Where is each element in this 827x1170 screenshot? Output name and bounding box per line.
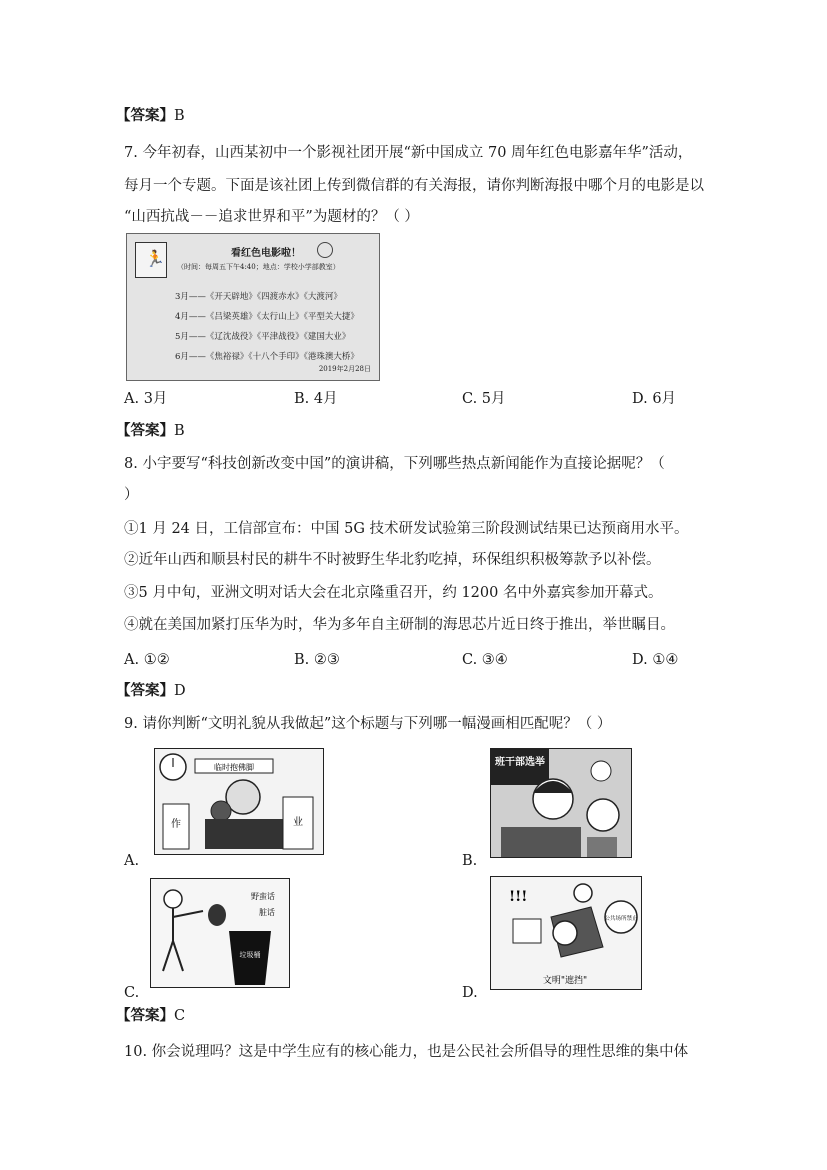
answer-value: C [174,1008,186,1024]
running-figure-icon: 🏃 [145,249,165,268]
q7-line-2: 每月一个专题。下面是该社团上传到微信群的有关海报，请你判断海报中哪个月的电影是以 [124,178,704,194]
answer-label: 【答案】 [116,1007,174,1024]
q8-line-1: 8. 小宇要写“科技创新改变中国”的演讲稿，下列哪些热点新闻能作为直接论据呢？（ [124,456,665,472]
answer-label: 【答案】 [116,422,174,439]
q9-label-d: D. [462,985,478,1001]
poster-date: 2019年2月28日 [318,365,371,373]
q9-label-b: B. [462,853,478,869]
q8-line-2: ） [124,487,139,503]
q8-option-d: D. ①④ [632,652,679,668]
q8-statement-3: ③5 月中旬，亚洲文明对话大会在北京隆重召开，约 1200 名中外嘉宾参加开幕式。 [124,585,663,601]
poster-row-march: 3月——《开天辟地》《四渡赤水》《大渡河》 [175,292,342,302]
poster-title: 看红色电影啦！ [231,248,301,259]
cartoon-a-image [154,748,324,855]
cartoon-d-image [490,876,642,990]
poster-logo [135,242,167,278]
movie-poster-image [126,233,380,381]
cartoon-c-bin-label: 垃圾桶 [239,951,261,959]
cartoon-d-exclaim: !!! [509,889,528,905]
q7-option-c: C. 5月 [462,391,506,407]
poster-row-june: 6月——《焦裕禄》《十八个手印》《港珠澳大桥》 [175,352,359,362]
q7-option-a: A. 3月 [124,391,168,407]
q9-question: 9. 请你判断“文明礼貌从我做起”这个标题与下列哪一幅漫画相匹配呢？（ ） [124,716,612,732]
answer-value: D [174,683,186,699]
q8-option-b: B. ②③ [294,652,340,668]
q7-option-d: D. 6月 [632,391,677,407]
q7-line-3: “山西抗战－－追求世界和平”为题材的？（ ） [124,209,419,225]
q10-line-1: 10. 你会说理吗？这是中学生应有的核心能力，也是公民社会所倡导的理性思维的集中体 [124,1044,689,1060]
q8-option-a: A. ①② [124,652,170,668]
answer-label: 【答案】 [116,107,174,124]
q8-statement-4: ④就在美国加紧打压华为时，华为多年自主研制的海思芯片近日终于推出，举世瞩目。 [124,617,675,633]
q7-option-b: B. 4月 [294,391,338,407]
q7-line-1: 7. 今年初春，山西某初中一个影视社团开展“新中国成立 70 周年红色电影嘉年华”活动， [124,145,693,161]
cartoon-b-image [490,748,632,858]
q9-label-a: A. [124,853,140,869]
cartoon-a-banner: 临时抱佛脚 [214,763,254,772]
cartoon-c-bubble-2: 脏话 [259,908,275,917]
answer-value: B [174,423,185,439]
poster-row-april: 4月——《吕梁英雄》《太行山上》《平型关大捷》 [175,312,359,322]
q9-answer [116,1006,185,1026]
q6-answer [116,106,185,126]
q9-label-c: C. [124,985,140,1001]
cartoon-a-right-sign: 业 [293,817,303,828]
q8-answer [116,681,186,701]
q8-statement-1: ①1 月 24 日，工信部宣布：中国 5G 技术研发试验第三阶段测试结果已达预商用水平。 [124,521,689,537]
cartoon-d-caption: 文明"遮挡" [542,976,588,986]
poster-row-may: 5月——《辽沈战役》《平津战役》《建国大业》 [175,332,351,342]
answer-value: B [174,108,185,124]
cartoon-a-left-sign: 作 [171,819,181,830]
q8-statement-2: ②近年山西和顺县村民的耕牛不时被野生华北豹吃掉，环保组织积极筹款予以补偿。 [124,552,661,568]
q7-answer [116,421,185,441]
cartoon-b-title: 班干部选举 [495,757,545,768]
q8-option-c: C. ③④ [462,652,508,668]
cartoon-c-bubble-1: 野蛮话 [251,892,275,901]
cartoon-c-image [150,878,290,988]
poster-subtitle: （时间：每周五下午4:40；地点：学校小学部教室） [177,263,340,271]
answer-label: 【答案】 [116,682,174,699]
poster-badge-icon [317,242,333,258]
cartoon-d-sign: 公共场所禁止 [604,916,638,922]
